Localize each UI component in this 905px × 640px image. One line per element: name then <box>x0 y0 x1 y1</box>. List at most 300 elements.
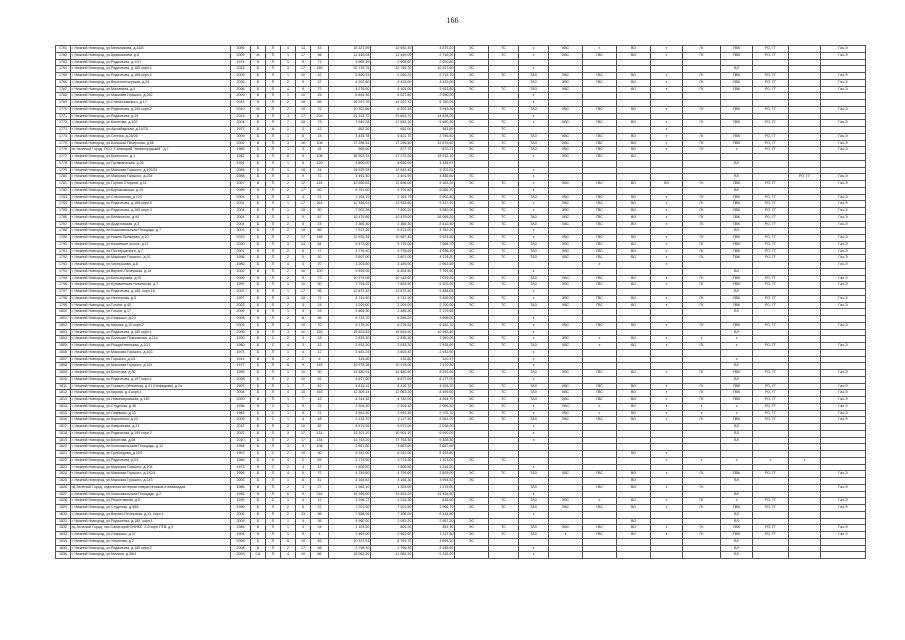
cell-c5: ГВС <box>583 52 617 59</box>
cell-year: 1977 <box>231 127 251 134</box>
cell-area-total: 4 960,00 <box>329 518 371 525</box>
cell-c7 <box>651 424 683 431</box>
cell-class: Б <box>251 120 266 127</box>
cell-c9: ВЛ <box>721 228 753 235</box>
cell-flats: 84 <box>311 241 329 248</box>
cell-c9: ПВК <box>721 322 753 329</box>
cell-area-total: 6 677,00 <box>329 376 371 383</box>
cell-c2 <box>489 316 519 323</box>
cell-c7: x <box>651 417 683 424</box>
cell-c2 <box>489 451 519 458</box>
table-row <box>56 282 866 289</box>
cell-area-living: 7 398,00 <box>371 511 413 518</box>
cell-c1 <box>455 424 489 431</box>
table-row <box>56 228 866 235</box>
cell-material: П <box>266 262 281 269</box>
cell-c8: ГК <box>683 248 721 255</box>
cell-c1: ЭС <box>455 322 489 329</box>
cell-c4: ХВС <box>549 46 583 53</box>
cell-year: 1997 <box>231 383 251 390</box>
cell-c6 <box>617 174 651 181</box>
cell-entrances: 2 <box>296 356 311 363</box>
cell-floors: 3 <box>281 322 296 329</box>
cell-class: Б <box>251 208 266 215</box>
cell-address: г. Нижний Новгород, ул.Родионова, д.165 корп.2 <box>71 545 231 552</box>
cell-c7 <box>651 552 683 559</box>
cell-c7 <box>651 93 683 100</box>
cell-c9: ПВК <box>721 275 753 282</box>
cell-c2 <box>489 376 519 383</box>
cell-c11 <box>789 228 821 235</box>
cell-c5: x <box>583 46 617 53</box>
cell-c8: x <box>683 403 721 410</box>
table-row <box>56 417 866 424</box>
cell-c10: РО, ГГ <box>753 282 789 289</box>
cell-area-living: 17 753,30 <box>371 437 413 444</box>
cell-c12 <box>821 491 866 498</box>
cell-year: 2004 <box>231 390 251 397</box>
table-row <box>56 437 866 444</box>
cell-c2: ТС <box>489 221 519 228</box>
cell-c7 <box>651 100 683 107</box>
cell-c5 <box>583 464 617 471</box>
cell-c1: ЭС <box>455 275 489 282</box>
cell-year: 2003 <box>231 302 251 309</box>
cell-c12 <box>821 376 866 383</box>
cell-c9: ПВК <box>721 302 753 309</box>
cell-address: г. Нижний Новгород, ул.Ковровская, д.21 <box>71 424 231 431</box>
cell-c11 <box>789 349 821 356</box>
cell-c2 <box>489 424 519 431</box>
cell-area-other: 320,37 <box>413 356 455 363</box>
cell-flats: 60 <box>311 187 329 194</box>
cell-year: 2004 <box>231 221 251 228</box>
cell-material: П <box>266 275 281 282</box>
cell-floors: 3 <box>281 295 296 302</box>
cell-flats: 263 <box>311 201 329 208</box>
cell-c12: Газ-Э <box>821 133 866 140</box>
cell-c10: РО, ГГ <box>753 390 789 397</box>
cell-c10 <box>753 518 789 525</box>
cell-area-total: 2 469,00 <box>329 532 371 539</box>
cell-c3: ТАЗ <box>519 140 549 147</box>
cell-c4: ХВС <box>549 410 583 417</box>
table-row <box>56 356 866 363</box>
cell-c7: x <box>651 140 683 147</box>
cell-c2 <box>489 464 519 471</box>
cell-flats: 21 <box>311 403 329 410</box>
cell-row: 1771 <box>56 113 71 120</box>
cell-c11 <box>789 235 821 242</box>
table-row <box>56 518 866 525</box>
cell-area-living: 11 449,00 <box>371 52 413 59</box>
cell-address: г. Нижний Новгород, ул.Малинина, д.4 <box>71 86 231 93</box>
cell-c1: ЭС <box>455 336 489 343</box>
cell-class: Б <box>251 424 266 431</box>
cell-year: 2006 <box>231 511 251 518</box>
cell-area-total: 8 791,60 <box>329 187 371 194</box>
cell-flats: 21 <box>311 410 329 417</box>
cell-entrances: 5 <box>296 444 311 451</box>
table-row <box>56 498 866 505</box>
cell-c11 <box>789 52 821 59</box>
cell-c11 <box>789 154 821 161</box>
cell-material: П <box>266 187 281 194</box>
cell-year: 2006 <box>231 187 251 194</box>
cell-year: 2003 <box>231 228 251 235</box>
cell-c3: x <box>519 349 549 356</box>
cell-floors: 4 <box>281 390 296 397</box>
cell-c9: ПВК <box>721 532 753 539</box>
cell-class: Б <box>251 289 266 296</box>
table-row <box>56 174 866 181</box>
cell-area-other: 2 261,20 <box>413 417 455 424</box>
cell-area-other: 3 966,70 <box>413 505 455 512</box>
cell-c10: РО, ГГ <box>753 120 789 127</box>
cell-c7 <box>651 349 683 356</box>
cell-c5 <box>583 356 617 363</box>
cell-c1: ЭС <box>455 532 489 539</box>
cell-c6: ВО <box>617 181 651 188</box>
cell-c12: Газ-Э <box>821 525 866 532</box>
table-row <box>56 214 866 221</box>
cell-material: П <box>266 214 281 221</box>
cell-c11 <box>789 208 821 215</box>
cell-area-other: 9 485,05 <box>413 289 455 296</box>
cell-c10 <box>753 376 789 383</box>
cell-c5 <box>583 444 617 451</box>
cell-c12 <box>821 100 866 107</box>
cell-floors: 1 <box>281 208 296 215</box>
cell-c10 <box>753 478 789 485</box>
cell-c11 <box>789 221 821 228</box>
cell-address: г. Нижний Новгород, ул.Белинского, д.94 <box>71 214 231 221</box>
cell-year: 2007 <box>231 181 251 188</box>
cell-c11 <box>789 363 821 370</box>
cell-floors: 1 <box>281 59 296 66</box>
cell-row: 1824 <box>56 471 71 478</box>
cell-c11 <box>789 309 821 316</box>
cell-area-other: 5 245,00 <box>413 552 455 559</box>
cell-class: Б <box>251 444 266 451</box>
cell-entrances: 8 <box>296 86 311 93</box>
cell-class: Б <box>251 302 266 309</box>
cell-area-total: 10 302,66 <box>329 106 371 113</box>
cell-c1 <box>455 160 489 167</box>
cell-c1 <box>455 349 489 356</box>
cell-c1: ЭС <box>455 471 489 478</box>
cell-class: Б <box>251 174 266 181</box>
cell-c6: ВО <box>617 295 651 302</box>
cell-material: П <box>266 140 281 147</box>
cell-flats: 24 <box>311 133 329 140</box>
table-row <box>56 147 866 154</box>
cell-class: Б <box>251 268 266 275</box>
cell-c9: ВЛ <box>721 511 753 518</box>
cell-c7 <box>651 113 683 120</box>
cell-material: П <box>266 235 281 242</box>
cell-c8 <box>683 262 721 269</box>
cell-c6: ВО <box>617 275 651 282</box>
cell-c2: ТС <box>489 147 519 154</box>
cell-year: 1930 <box>231 336 251 343</box>
cell-row: 1831 <box>56 518 71 525</box>
cell-c11 <box>789 437 821 444</box>
cell-area-living: 2 164,79 <box>371 194 413 201</box>
cell-floors: 1 <box>281 174 296 181</box>
cell-area-other: 2 902,80 <box>413 194 455 201</box>
cell-area-living: 1 325,00 <box>371 484 413 491</box>
cell-c5: ГВС <box>583 532 617 539</box>
cell-entrances: 14 <box>296 241 311 248</box>
cell-c6: ВО <box>617 525 651 532</box>
cell-floors: 2 <box>281 181 296 188</box>
cell-c10 <box>753 289 789 296</box>
cell-entrances: 10 <box>296 282 311 289</box>
cell-flats: 43 <box>311 46 329 53</box>
cell-c3: x <box>519 376 549 383</box>
cell-address: г. Нижний Новгород, ул.Родионова, д.165, корп.16 <box>71 289 231 296</box>
cell-row: 1767 <box>56 86 71 93</box>
cell-c5: ГВС <box>583 505 617 512</box>
table-row <box>56 430 866 437</box>
cell-material: П <box>266 194 281 201</box>
cell-year: 2006 <box>231 329 251 336</box>
cell-material: П <box>266 52 281 59</box>
cell-c1 <box>455 228 489 235</box>
cell-material: П <box>266 160 281 167</box>
table-row <box>56 390 866 397</box>
cell-year: 1986 <box>231 484 251 491</box>
cell-address: г. Нижний Новгород, ул.Кунавинская Новинская, д.7 <box>71 282 231 289</box>
cell-entrances: 10 <box>296 295 311 302</box>
cell-entrances: 4 <box>296 262 311 269</box>
cell-material: П <box>266 552 281 559</box>
cell-c5 <box>583 100 617 107</box>
cell-c4 <box>549 464 583 471</box>
cell-year: 2005 <box>231 417 251 424</box>
cell-c2 <box>489 268 519 275</box>
cell-c5: ГВС <box>583 370 617 377</box>
cell-class: Б <box>251 59 266 66</box>
cell-c6: ВО <box>617 140 651 147</box>
cell-row: 1781 <box>56 181 71 188</box>
cell-c7 <box>651 491 683 498</box>
cell-year: 1994 <box>231 532 251 539</box>
cell-area-living: 3 603,40 <box>371 349 413 356</box>
cell-material: П <box>266 322 281 329</box>
cell-area-other: 10 317,60 <box>413 66 455 73</box>
cell-flats: 50 <box>311 282 329 289</box>
cell-c5 <box>583 113 617 120</box>
cell-area-living: 2 796,30 <box>371 545 413 552</box>
cell-flats: 68 <box>311 545 329 552</box>
cell-address: г. Нижний Новгород, ул.Верхне-Печерская, д.13, корп.1 <box>71 511 231 518</box>
cell-address: г. Нижний Новгород, ул.Родионова, д.195 корп.2 <box>71 106 231 113</box>
cell-c12 <box>821 552 866 559</box>
cell-c3 <box>519 444 549 451</box>
cell-entrances: 10 <box>296 100 311 107</box>
cell-c2: ТС <box>489 410 519 417</box>
cell-entrances: 4 <box>296 464 311 471</box>
cell-address: г. Нижний Новгород, ул.Большая Печерская, д.66 <box>71 140 231 147</box>
cell-c2: ТС <box>489 127 519 134</box>
cell-year: 2008 <box>231 538 251 545</box>
cell-c11 <box>789 275 821 282</box>
cell-area-total: 6 844,36 <box>329 93 371 100</box>
cell-c11 <box>789 106 821 113</box>
cell-c11 <box>789 471 821 478</box>
cell-class: Б <box>251 133 266 140</box>
cell-entrances: 9 <box>296 491 311 498</box>
cell-c3: ТАЗ <box>519 194 549 201</box>
cell-year: 1983 <box>231 491 251 498</box>
cell-row: 1784 <box>56 201 71 208</box>
cell-c7 <box>651 316 683 323</box>
cell-c12 <box>821 363 866 370</box>
cell-year: 2013 <box>231 113 251 120</box>
cell-floors: 1 <box>281 127 296 134</box>
cell-c4 <box>549 349 583 356</box>
cell-address: г. Нижний Новгород, ул.Максима Горького, д.151 <box>71 363 231 370</box>
cell-c6: ВО <box>617 518 651 525</box>
cell-flats: 216 <box>311 491 329 498</box>
cell-c1 <box>455 437 489 444</box>
cell-flats: 203 <box>311 113 329 120</box>
cell-material: П <box>266 471 281 478</box>
cell-c1 <box>455 545 489 552</box>
cell-flats: 24 <box>311 221 329 228</box>
cell-c7: x <box>651 120 683 127</box>
table-row <box>56 113 866 120</box>
cell-area-total: 4 800,00 <box>329 160 371 167</box>
cell-c4 <box>549 100 583 107</box>
cell-area-other: 2 759,80 <box>413 133 455 140</box>
cell-c11 <box>789 255 821 262</box>
cell-c3: ТАЗ <box>519 106 549 113</box>
cell-material: П <box>266 221 281 228</box>
cell-area-living: 12 063,20 <box>371 390 413 397</box>
cell-year: 2008 <box>231 545 251 552</box>
cell-c10 <box>753 363 789 370</box>
cell-c12: Газ-Э <box>821 410 866 417</box>
cell-c7: x <box>651 79 683 86</box>
cell-class: Б <box>251 46 266 53</box>
cell-flats: 70 <box>311 322 329 329</box>
cell-floors: 2 <box>281 376 296 383</box>
cell-row: 1836 <box>56 552 71 559</box>
cell-c1 <box>455 329 489 336</box>
cell-c5: ГВС <box>583 471 617 478</box>
cell-row: 1791 <box>56 248 71 255</box>
cell-area-other: 3 943,30 <box>413 106 455 113</box>
cell-c7: x <box>651 46 683 53</box>
cell-c1 <box>455 511 489 518</box>
cell-c1: ЭС <box>455 120 489 127</box>
cell-c2: ТС <box>489 140 519 147</box>
cell-material: П <box>266 329 281 336</box>
cell-material: П <box>266 349 281 356</box>
cell-c9: ПВК <box>721 73 753 80</box>
cell-c10 <box>753 154 789 161</box>
cell-c3: x <box>519 424 549 431</box>
cell-row: 1823 <box>56 464 71 471</box>
cell-c4: ХВС <box>549 417 583 424</box>
cell-row: 1826 <box>56 484 71 491</box>
cell-c8: ГК <box>683 120 721 127</box>
cell-c9: ПВК <box>721 120 753 127</box>
cell-entrances: 10 <box>296 322 311 329</box>
cell-row: 1797 <box>56 289 71 296</box>
cell-row: 1815 <box>56 410 71 417</box>
cell-c8 <box>683 424 721 431</box>
cell-c11 <box>789 491 821 498</box>
cell-area-living: 10 479,00 <box>371 214 413 221</box>
cell-c9 <box>721 113 753 120</box>
cell-c8 <box>683 329 721 336</box>
cell-year: 1985 <box>231 525 251 532</box>
cell-floors: 4 <box>281 262 296 269</box>
cell-c11 <box>789 505 821 512</box>
cell-c2: ТС <box>489 505 519 512</box>
cell-entrances: 10 <box>296 552 311 559</box>
cell-c2 <box>489 160 519 167</box>
cell-c2: ТС <box>489 241 519 248</box>
cell-floors: 2 <box>281 268 296 275</box>
cell-flats: 12 <box>311 343 329 350</box>
cell-area-total: 1 606,50 <box>329 464 371 471</box>
cell-c1 <box>455 376 489 383</box>
cell-c5: ГВС <box>583 295 617 302</box>
cell-flats: 22 <box>311 505 329 512</box>
cell-c12 <box>821 59 866 66</box>
cell-c12 <box>821 228 866 235</box>
cell-material: П <box>266 390 281 397</box>
cell-row: 1832 <box>56 525 71 532</box>
cell-c3: x <box>519 113 549 120</box>
cell-c8: ГК <box>683 282 721 289</box>
cell-c1: ЭС <box>455 403 489 410</box>
cell-year: 2009 <box>231 52 251 59</box>
cell-c4 <box>549 437 583 444</box>
cell-entrances: 17 <box>296 430 311 437</box>
cell-c5 <box>583 478 617 485</box>
cell-class: Б <box>251 403 266 410</box>
cell-material: П <box>266 491 281 498</box>
cell-floors: 2 <box>281 79 296 86</box>
cell-material: К <box>266 457 281 464</box>
cell-c6: ВО <box>617 471 651 478</box>
cell-c7: x <box>651 214 683 221</box>
cell-c2 <box>489 518 519 525</box>
cell-c10 <box>753 329 789 336</box>
cell-c3: x <box>519 545 549 552</box>
cell-c6: ВО <box>617 214 651 221</box>
cell-c2 <box>489 289 519 296</box>
cell-c12 <box>821 187 866 194</box>
cell-c1: ЭС <box>455 140 489 147</box>
cell-material: П <box>266 73 281 80</box>
cell-area-other: 1 323,00 <box>413 457 455 464</box>
cell-flats: 18 <box>311 417 329 424</box>
cell-c5: ГВС <box>583 383 617 390</box>
cell-area-other: 5 193,80 <box>413 451 455 458</box>
cell-address: г. Нижний Новгород, ул.Родионова, д.189, корп.1 <box>71 518 231 525</box>
cell-c5: ГВС <box>583 221 617 228</box>
table-row <box>56 349 866 356</box>
cell-area-other: 2 667,60 <box>413 444 455 451</box>
cell-c8 <box>683 437 721 444</box>
